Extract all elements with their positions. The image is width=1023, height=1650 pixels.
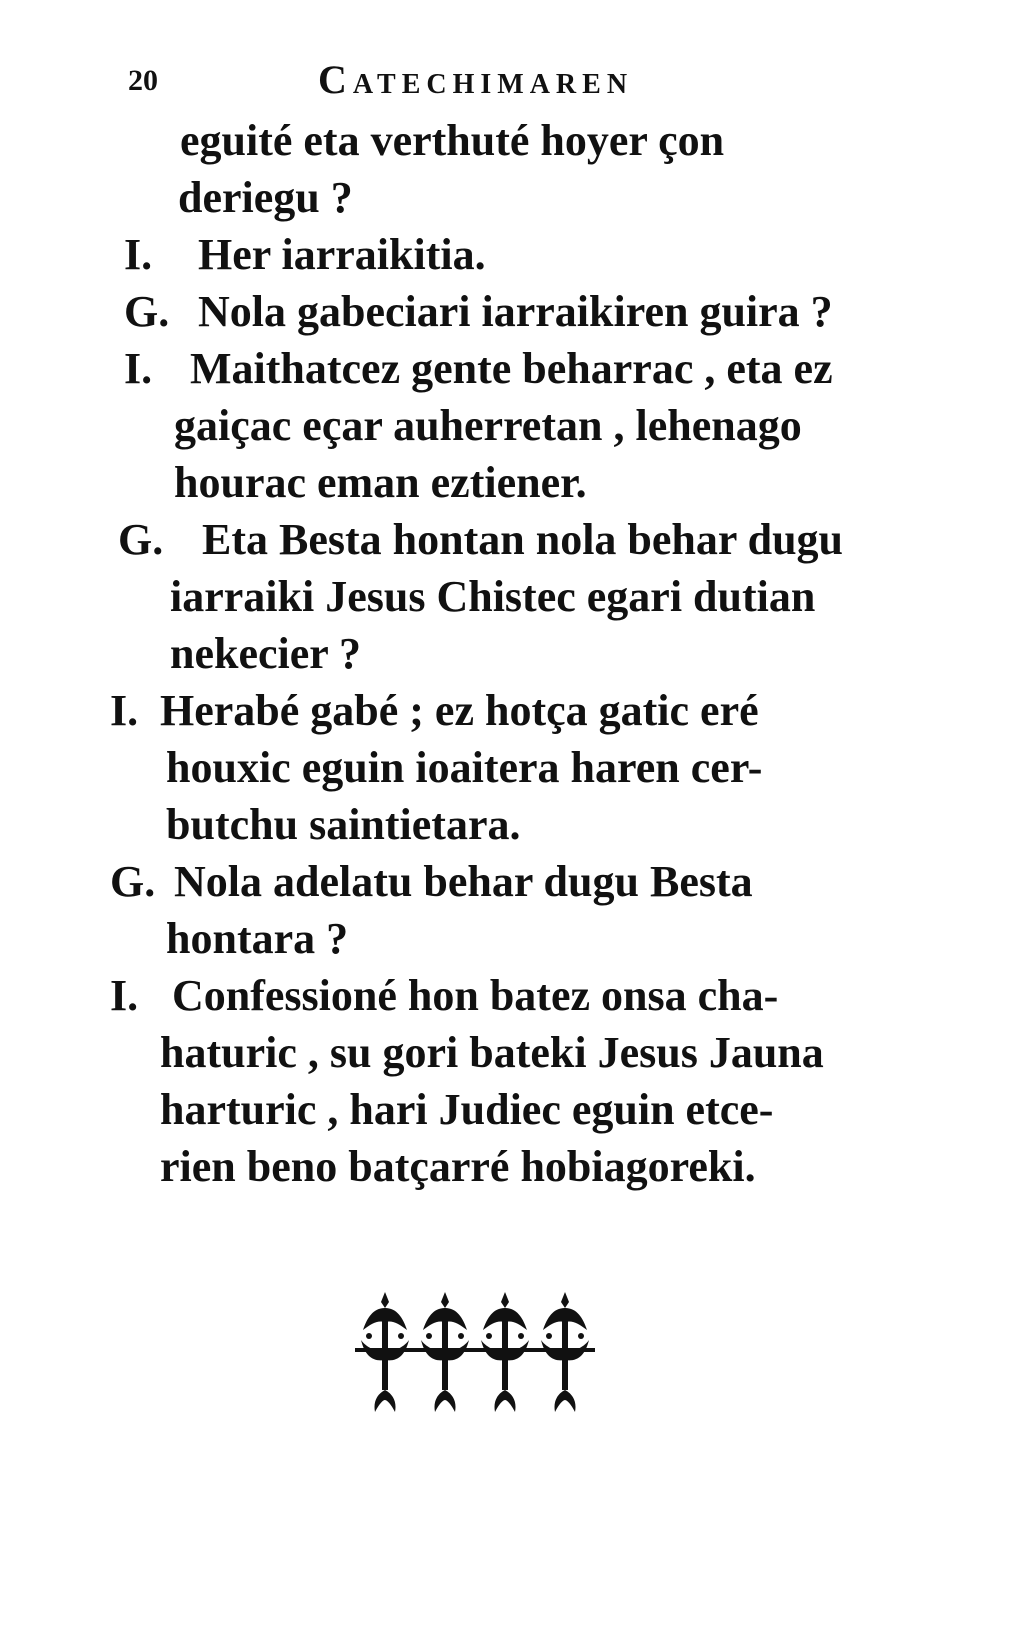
text-line — [110, 568, 910, 625]
text-line — [110, 169, 910, 226]
speaker-label: G. — [110, 857, 156, 906]
text-line — [110, 1138, 910, 1195]
speaker-label: G. — [124, 287, 170, 336]
line-text: hourac eman eztiener. — [174, 458, 587, 507]
line-text: iarraiki Jesus Chistec egari dutian — [170, 572, 816, 621]
fleuron-ornament — [355, 1290, 595, 1420]
text-line — [110, 967, 910, 1024]
speaker-label: I. — [124, 344, 153, 393]
line-text: Maithatcez gente beharrac , eta ez — [190, 344, 833, 393]
line-text: Confessioné hon batez onsa cha- — [172, 971, 779, 1020]
page-number: 20 — [128, 64, 158, 97]
line-text: houxic eguin ioaitera haren cer- — [166, 743, 763, 792]
line-text: gaiçac eçar auherretan , lehenago — [174, 401, 802, 450]
line-text: eguité eta verthuté hoyer çon — [180, 116, 725, 165]
text-line — [110, 910, 910, 967]
text-line — [110, 1024, 910, 1081]
text-line — [110, 853, 910, 910]
text-line — [110, 397, 910, 454]
line-text: Nola gabeciari iarraikiren guira ? — [198, 287, 833, 336]
text-line — [110, 511, 910, 568]
line-text: nekecier ? — [170, 629, 362, 678]
page-header — [128, 56, 748, 106]
line-text: Her iarraikitia. — [198, 230, 486, 279]
line-text: haturic , su gori bateki Jesus Jauna — [160, 1028, 824, 1077]
fleuron-icon — [355, 1290, 595, 1420]
text-line — [110, 625, 910, 682]
line-text: Eta Besta hontan nola behar dugu — [202, 515, 844, 564]
catechism-text — [110, 112, 910, 1195]
speaker-label: I. — [110, 971, 139, 1020]
line-text: hontara ? — [166, 914, 349, 963]
line-text: deriegu ? — [178, 173, 353, 222]
text-line — [110, 283, 910, 340]
text-line — [110, 682, 910, 739]
line-text: Herabé gabé ; ez hotça gatic eré — [160, 686, 759, 735]
line-text: rien beno batçarré hobiagoreki. — [160, 1142, 756, 1191]
line-text: butchu saintietara. — [166, 800, 521, 849]
speaker-label: G. — [118, 515, 164, 564]
line-text: Nola adelatu behar dugu Besta — [174, 857, 753, 906]
running-head: Catechimaren — [318, 57, 634, 102]
speaker-label: I. — [124, 230, 153, 279]
text-line — [110, 796, 910, 853]
text-line — [110, 340, 910, 397]
text-line — [110, 1081, 910, 1138]
line-text: harturic , hari Judiec eguin etce- — [160, 1085, 774, 1134]
text-line — [110, 226, 910, 283]
text-line — [110, 112, 910, 169]
speaker-label: I. — [110, 686, 139, 735]
text-line — [110, 739, 910, 796]
text-line — [110, 454, 910, 511]
